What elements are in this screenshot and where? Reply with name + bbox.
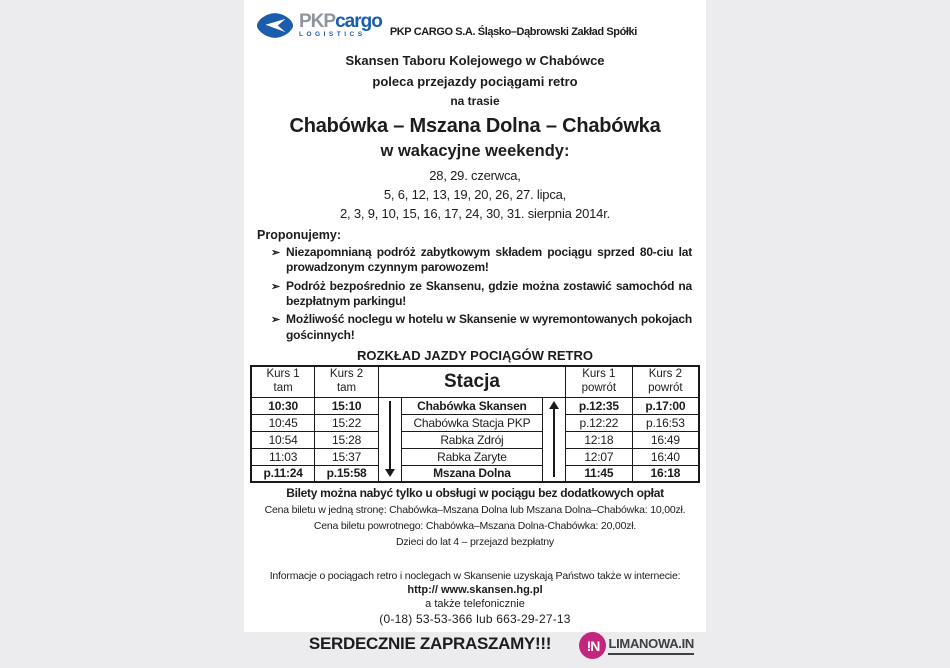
time-cell: 16:49	[632, 431, 699, 448]
time-cell: p.16:53	[632, 414, 699, 431]
up-arrow-icon	[542, 397, 565, 482]
time-cell: 10:45	[251, 414, 315, 431]
col-header-station: Stacja	[378, 366, 565, 397]
down-arrow-icon	[378, 397, 401, 482]
website-url: http:// www.skansen.hg.pl	[407, 584, 543, 597]
station-cell: Rabka Zdrój	[402, 431, 543, 448]
time-cell: 10:30	[251, 397, 315, 414]
dates-july: 5, 6, 12, 13, 19, 20, 26, 27. lipca,	[383, 187, 567, 202]
invitation-text: SERDECZNIE ZAPRASZAMY!!!	[308, 634, 552, 654]
offers-section	[244, 228, 706, 343]
tickets-section	[244, 486, 706, 548]
timetable-row	[251, 414, 699, 431]
logo-cargo-text: cargo	[335, 11, 382, 33]
time-cell: 12:07	[565, 448, 632, 465]
time-cell: 16:40	[632, 448, 699, 465]
time-cell: 15:10	[315, 397, 379, 414]
col-header-kurs2-tam: Kurs 2 tam	[315, 366, 379, 397]
flyer-page	[244, 0, 706, 654]
time-cell: 15:28	[315, 431, 379, 448]
timetable-row	[251, 448, 699, 465]
intro-section	[244, 53, 706, 221]
offer-text: Możliwość noclegu w hotelu w Skansenie w wyremontowanych pokojach gościnnych!	[286, 312, 692, 342]
time-cell: 11:45	[565, 465, 632, 482]
ticket-price-oneway: Cena biletu w jedną stronę: Chabówka–Mszana Dolna lub Mszana Dolna–Chabówka: 10,00zł.	[264, 504, 686, 517]
col-header-kurs1-tam: Kurs 1 tam	[251, 366, 315, 397]
invitation-row	[244, 632, 706, 668]
time-cell: p.17:00	[632, 397, 699, 414]
phone-intro: a także telefonicznie	[425, 598, 525, 611]
timetable-row	[251, 431, 699, 448]
time-cell: p.15:58	[315, 465, 379, 482]
dates-august: 2, 3, 9, 10, 15, 16, 17, 24, 30, 31. sierpnia 2014r.	[339, 206, 611, 221]
offer-item	[257, 312, 692, 343]
bullet-arrow-icon: ➢	[271, 247, 281, 259]
col-header-kurs1-powrot: Kurs 1 powrót	[565, 366, 632, 397]
route-title: Chabówka – Mszana Dolna – Chabówka	[289, 115, 661, 137]
logo-pkp-text: PKP	[299, 11, 336, 33]
header	[244, 0, 706, 39]
timetable-header-row	[251, 366, 699, 397]
time-cell: 16:18	[632, 465, 699, 482]
limanowa-logo-text: LIMANOWA.IN	[608, 636, 694, 655]
ticket-price-return: Cena biletu powrotnego: Chabówka–Mszana Dolna-Chabówka: 20,00zł.	[313, 520, 637, 533]
time-cell: 15:37	[315, 448, 379, 465]
time-cell: p.11:24	[251, 465, 315, 482]
timetable	[250, 365, 700, 483]
offer-text: Niezapomnianą podróż zabytkowym składem pociągu sprzed 80-ciu lat prowadzonym czynnym parowozem!	[286, 245, 692, 275]
time-cell: 10:54	[251, 431, 315, 448]
station-cell: Chabówka Skansen	[402, 397, 543, 414]
pkp-cargo-wordmark	[299, 12, 382, 39]
limanowa-logo	[579, 632, 694, 659]
station-cell: Chabówka Stacja PKP	[402, 414, 543, 431]
ticket-children: Dzieci do lat 4 – przejazd bezpłatny	[396, 536, 554, 549]
footer-section	[244, 570, 706, 668]
time-cell: 11:03	[251, 448, 315, 465]
bullet-arrow-icon: ➢	[271, 314, 281, 327]
time-cell: p.12:35	[565, 397, 632, 414]
timetable-row	[251, 465, 699, 482]
pkp-cargo-mark-icon	[256, 12, 294, 39]
time-cell: p.12:22	[565, 414, 632, 431]
bullet-arrow-icon: ➢	[271, 280, 281, 293]
col-header-kurs2-powrot: Kurs 2 powrót	[632, 366, 699, 397]
dates-june: 28, 29. czerwca,	[429, 168, 521, 183]
company-name: PKP CARGO S.A. Śląsko–Dąbrowski Zakład Spółki	[389, 26, 637, 38]
pkp-cargo-logo	[256, 12, 382, 39]
intro-line-1: Skansen Taboru Kolejowego w Chabówce	[345, 53, 605, 68]
phone-numbers: (0-18) 53-53-366 lub 663-29-27-13	[379, 612, 571, 627]
timetable-row	[251, 397, 699, 414]
timetable-title: ROZKŁAD JAZDY POCIĄGÓW RETRO	[357, 348, 593, 364]
logo-logistics-text: LOGISTICS	[299, 31, 366, 39]
time-cell: 12:18	[565, 431, 632, 448]
station-cell: Rabka Zaryte	[402, 448, 543, 465]
offer-item	[257, 245, 692, 276]
intro-line-2: poleca przejazdy pociągami retro	[372, 74, 578, 89]
weekends-subtitle: w wakacyjne weekendy:	[380, 142, 570, 160]
footer-info: Informacje o pociągach retro i noclegach w Skansenie uzyskają Państwo także w internecie:	[269, 570, 681, 583]
offer-text: Podróż bezpośrednio ze Skansenu, gdzie można zostawić samochód na bezpłatnym parkingu!	[286, 278, 692, 309]
station-cell: Mszana Dolna	[402, 465, 543, 482]
time-cell: 15:22	[315, 414, 379, 431]
limanowa-badge-icon: !N	[579, 632, 606, 659]
offer-item	[257, 279, 692, 310]
offers-heading: Proponujemy:	[257, 228, 342, 242]
tickets-notice: Bilety można nabyć tylko u obsługi w pociągu bez dodatkowych opłat	[286, 486, 664, 501]
intro-line-3: na trasie	[450, 94, 500, 108]
